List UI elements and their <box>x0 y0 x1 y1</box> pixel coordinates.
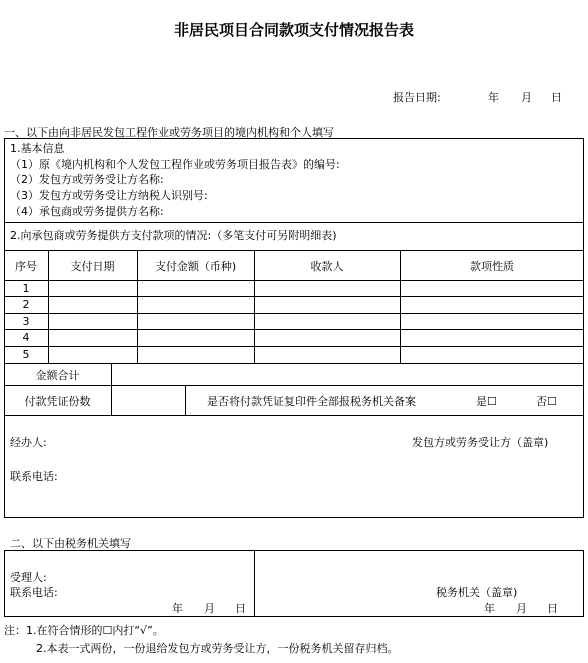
basic-info-heading: 1.基本信息 <box>10 142 65 155</box>
right-date-day: 日 <box>547 602 558 615</box>
total-amount-label: 金额合计 <box>35 369 80 382</box>
report-date-day: 日 <box>551 91 562 104</box>
left-date-year: 年 <box>172 602 183 615</box>
yes-checkbox[interactable]: 是☐ <box>476 395 497 408</box>
table-row-number: 3 <box>22 315 30 328</box>
voucher-question: 是否将付款凭证复印件全部报税务机关备案 <box>207 395 416 408</box>
col-line <box>254 550 255 617</box>
tax-seal-label: 税务机关（盖章) <box>436 586 518 599</box>
note-1: 注：1.在符合情形的☐内打“√”。 <box>4 624 164 637</box>
basic-info-item-4: （4）承包商或劳务提供方名称: <box>10 205 164 218</box>
right-date-year: 年 <box>484 602 495 615</box>
col-line <box>111 363 112 415</box>
section2-heading: 二、以下由税务机关填写 <box>10 537 131 550</box>
acceptor-label: 受理人: <box>10 571 47 584</box>
contact-label-tax: 联系电话: <box>10 586 58 599</box>
report-date-year: 年 <box>488 91 499 104</box>
table-row-line <box>4 296 584 297</box>
payer-seal-label: 发包方或劳务受让方（盖章) <box>412 436 549 449</box>
basic-info-item-3: （3）发包方或劳务受让方纳税人识别号: <box>10 189 208 202</box>
table-header-date: 支付日期 <box>70 260 115 273</box>
payment-heading: 2.向承包商或劳务提供方支付款项的情况:（多笔支付可另附明细表) <box>10 229 337 242</box>
no-checkbox[interactable]: 否☐ <box>536 395 557 408</box>
table-row-number: 5 <box>22 348 30 361</box>
total-row-line <box>4 385 584 386</box>
voucher-row-line <box>4 415 584 416</box>
contact-label: 联系电话: <box>10 470 58 483</box>
table-row-line <box>4 329 584 330</box>
basic-info-item-1: （1）原《境内机构和个人发包工程作业或劳务项目报告表》的编号: <box>10 158 340 171</box>
table-header-payee: 收款人 <box>310 260 344 273</box>
left-date-month: 月 <box>204 602 215 615</box>
table-header-nature: 款项性质 <box>470 260 514 273</box>
voucher-count-label: 付款凭证份数 <box>24 395 91 408</box>
note-2: 2.本表一式两份，一份退给发包方或劳务受让方，一份税务机关留存归档。 <box>36 642 399 655</box>
report-date-label: 报告日期: <box>393 91 441 104</box>
table-row-number: 1 <box>22 282 30 295</box>
right-date-month: 月 <box>516 602 527 615</box>
report-date-month: 月 <box>521 91 532 104</box>
table-row-number: 4 <box>22 331 30 344</box>
table-bottom-line <box>4 363 584 364</box>
handler-label: 经办人: <box>10 436 47 449</box>
basic-info-item-2: （2）发包方或劳务受让方名称: <box>10 173 164 186</box>
table-header-line <box>4 280 584 281</box>
table-row-number: 2 <box>22 298 30 311</box>
left-date-day: 日 <box>235 602 246 615</box>
form-title: 非居民项目合同款项支付情况报告表 <box>173 21 414 39</box>
divider <box>4 222 584 223</box>
table-row-line <box>4 313 584 314</box>
table-header-amount: 支付金额（币种) <box>154 260 237 273</box>
section1-heading: 一、以下由向非居民发包工程作业或劳务项目的境内机构和个人填写 <box>4 126 334 139</box>
table-row-line <box>4 346 584 347</box>
table-top-line <box>4 250 584 251</box>
table-header-no: 序号 <box>15 260 37 273</box>
col-line <box>185 385 186 415</box>
